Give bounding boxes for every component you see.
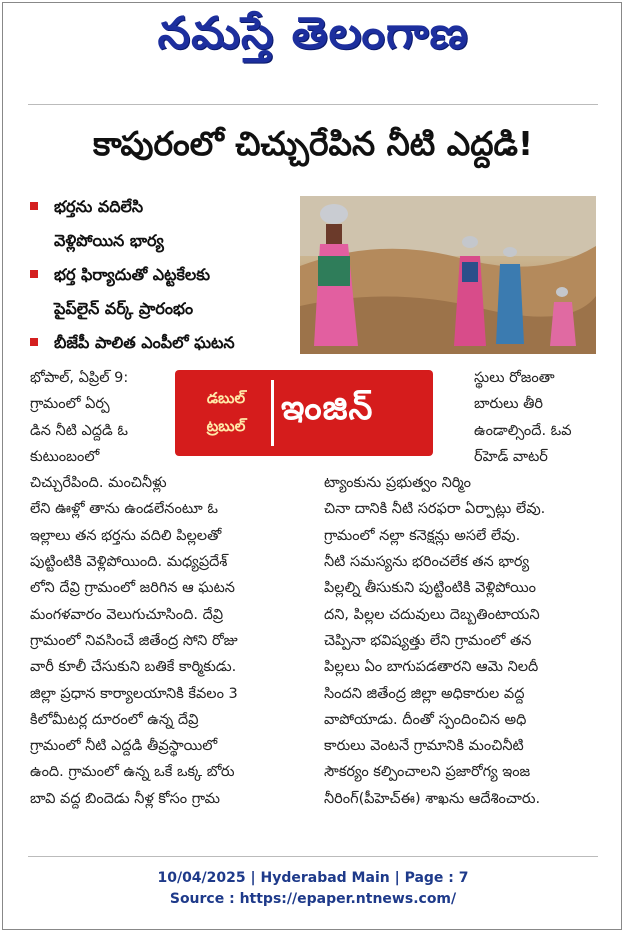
article-line: కిలోమీటర్ల దూరంలో ఉన్న దేవ్రి (30, 711, 199, 728)
edition-info: 10/04/2025 | Hyderabad Main | Page : 7 (157, 870, 469, 886)
bullet-square-icon (30, 338, 38, 346)
newspaper-masthead (0, 8, 626, 78)
article-line: ఉండాల్సిందే. ఓవ (474, 422, 572, 439)
article-line: నీటి సమస్యను భరించలేక తన భార్య (324, 554, 530, 571)
article-line: గ్రామంలో నివసించే జితేంద్ర సోని రోజు (30, 632, 238, 649)
article-line: బారులు తీరి (474, 396, 544, 413)
article-line: చిచ్చురేపింది. మంచినీళ్లు (30, 475, 167, 492)
article-line: గ్రామంలో ఏర్ప (30, 396, 110, 413)
bullet-square-icon (30, 270, 38, 278)
article-line: గ్రామంలో నీటి ఎద్దడి తీవ్రస్థాయిలో (30, 738, 218, 755)
article-line: ఉంది. గ్రామంలో ఉన్న ఒకే ఒక్క బోరు (30, 764, 235, 781)
article-line: డిన నీటి ఎద్దడి ఓ (30, 422, 128, 439)
article-line: పిల్లల్ని తీసుకుని పుట్టింటికి వెళ్లిపోయిం (324, 580, 536, 597)
highlight-item (30, 258, 295, 326)
badge-divider (271, 380, 274, 446)
article-photo (300, 196, 596, 354)
masthead-title: నమస్తే తెలంగాణ (157, 8, 469, 59)
article-line: ఇల్లాలు తన భర్తను వదిలి పిల్లలతో (30, 527, 222, 544)
highlight-text: బీజేపీ పాలిత ఎంపీలో ఘటన (54, 333, 235, 352)
badge-top-text: డబుల్ (206, 389, 246, 407)
article-line: లేని ఊళ్లో తాను ఉండలేనంటూ ఓ (30, 501, 218, 518)
article-line: బావి వద్ద బిందెడు నీళ్ల కోసం గ్రామ (30, 790, 221, 807)
badge-subtitle (187, 384, 265, 440)
article-line: దని, పిల్లల చదువులు దెబ్బతింటాయని (324, 606, 540, 623)
article-line: వారీ కూలీ చేసుకుని బతికే కార్మికుడు. (30, 659, 237, 676)
women-carrying-water-illustration (300, 196, 596, 354)
article-line: పిల్లలు ఏం బాగుపడతారని ఆమె నిలదీ (324, 659, 539, 676)
article-line: పుట్టింటికి వెళ్లిపోయింది. మధ్యప్రదేశ్ (30, 554, 228, 571)
article-line: మంగళవారం వెలుగుచూసింది. దేవ్రి (30, 606, 224, 623)
article-line: నీరింగ్(పీహెచ్‌ఈ) శాఖను ఆదేశించారు. (324, 790, 541, 807)
article-line: చినా దానికి నీటి సరఫరా ఏర్పాట్లు లేవు. (324, 501, 546, 518)
article-line: జిల్లా ప్రధాన కార్యాలయానికి కేవలం 3 (30, 685, 238, 702)
article-line: ట్యాంకును ప్రభుత్వం నిర్మిం (324, 475, 471, 492)
article-line: సౌకర్యం కల్పించాలని ప్రజారోగ్య ఇంజ (324, 764, 531, 781)
highlights-list (30, 190, 295, 360)
article-line: ర్‌హెడ్ వాటర్ (474, 448, 548, 465)
highlight-item (30, 326, 295, 360)
highlight-text: భర్త ఫిర్యాదుతో ఎట్టకేలకు (54, 265, 211, 284)
bullet-square-icon (30, 202, 38, 210)
page-footer (0, 868, 626, 910)
badge-main-text: ఇంజిన్ (281, 388, 374, 428)
highlight-item (30, 190, 295, 258)
masthead-divider (28, 104, 598, 105)
article-line: కారులు వెంటనే గ్రామానికి మంచినీటి (324, 738, 524, 755)
article-headline: కాపురంలో చిచ్చురేపిన నీటి ఎద్దడి! (92, 124, 534, 163)
article-line: భోపాల్, ఏప్రిల్ 9: (30, 370, 129, 386)
source-link[interactable]: Source : https://epaper.ntnews.com/ (169, 891, 457, 907)
badge-bottom-text: ట్రబుల్ (206, 417, 246, 435)
highlight-text: వెళ్లిపోయిన భార్య (54, 231, 164, 250)
footer-divider (28, 856, 598, 857)
article-line: కుటుంబంలో (30, 448, 100, 465)
double-trouble-engine-badge (175, 370, 433, 456)
article-line: చెప్పినా భవిష్యత్తు లేని గ్రామంలో తన (324, 632, 532, 649)
article-line: సిందని జితేంద్ర జిల్లా అధికారుల వద్ద (324, 685, 525, 702)
highlight-text: భర్తను వదిలేసి (54, 197, 144, 216)
article-line: లోని దేవ్రి గ్రామంలో జరిగిన ఆ ఘటన (30, 580, 235, 597)
article-line: గ్రామంలో నల్లా కనెక్షన్లు అసలే లేవు. (324, 527, 521, 544)
highlight-text: పైప్‌లైన్ వర్క్ ప్రారంభం (54, 299, 194, 318)
article-line: స్థులు రోజంతా (474, 370, 555, 386)
article-line: వాపోయాడు. దీంతో స్పందించిన అధి (324, 711, 527, 728)
